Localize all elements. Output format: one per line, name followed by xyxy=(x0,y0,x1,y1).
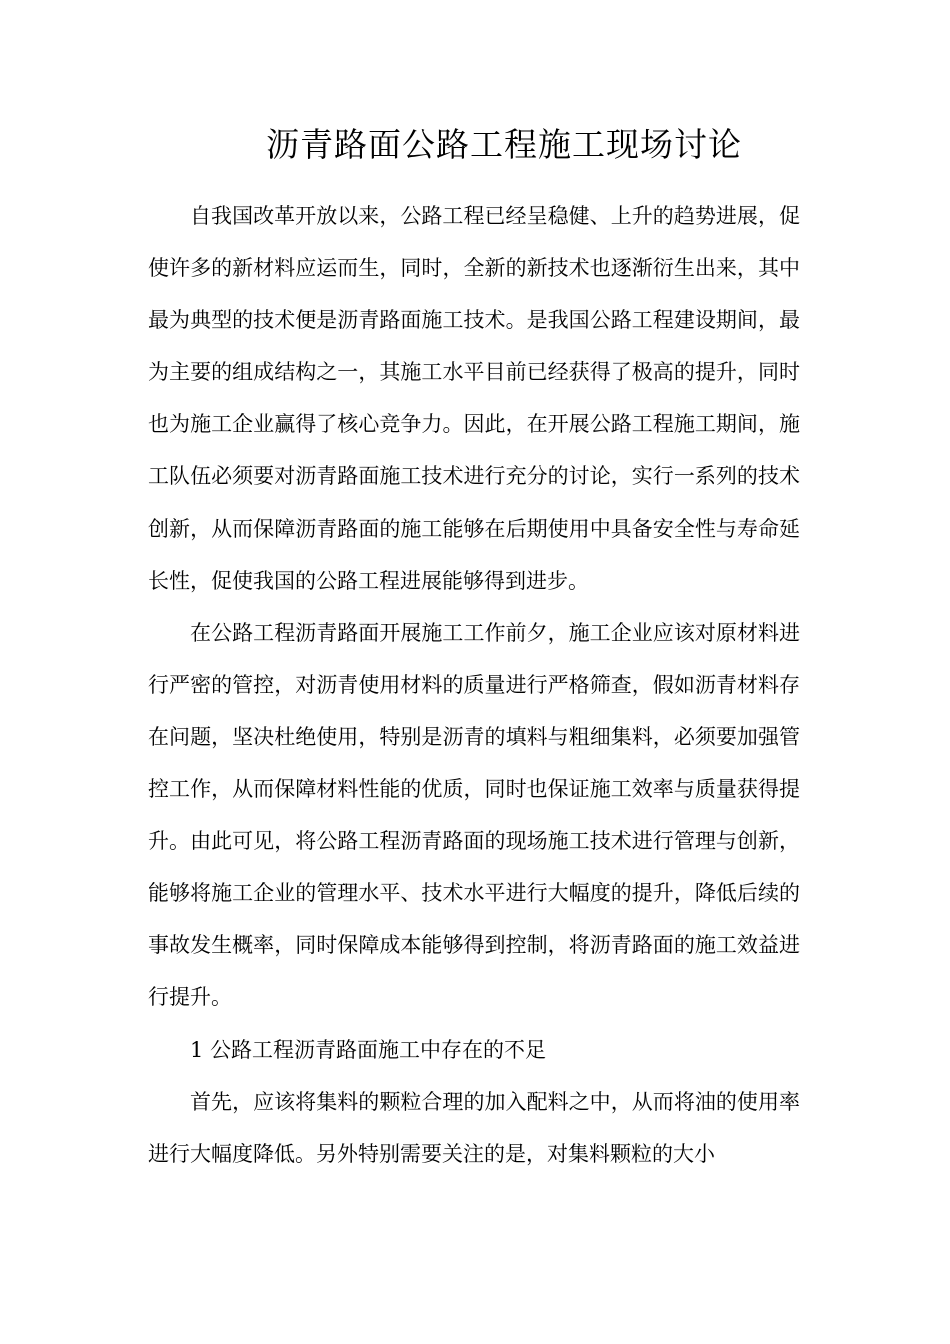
body-paragraph: 首先，应该将集料的颗粒合理的加入配料之中，从而将油的使用率进行大幅度降低。另外特别需要关注的是，对集料颗粒的大小 xyxy=(148,1089,800,1166)
document-body xyxy=(148,190,800,1180)
document-title: 沥青路面公路工程施工现场讨论 xyxy=(266,125,742,164)
body-paragraph: 自我国改革开放以来，公路工程已经呈稳健、上升的趋势进展，促使许多的新材料应运而生，同时，全新的新技术也逐渐衍生出来，其中最为典型的技术便是沥青路面施工技术。是我国公路工程建设期间，最为主要的组成结构之一，其施工水平目前已经获得了极高的提升，同时也为施工企业赢得了核心竞争力。因此，在开展公路工程施工期间，施工队伍必须要对沥青路面施工技术进行充分的讨论，实行一系列的技术创新，从而保障沥青路面的施工能够在后期使用中具备安全性与寿命延长性，促使我国的公路工程进展能够得到进步。 xyxy=(148,204,800,593)
body-paragraph: 在公路工程沥青路面开展施工工作前夕，施工企业应该对原材料进行严密的管控，对沥青使用材料的质量进行严格筛查，假如沥青材料存在问题，坚决杜绝使用，特别是沥青的填料与粗细集料，必须要加强管控工作，从而保障材料性能的优质，同时也保证施工效率与质量获得提升。由此可见，将公路工程沥青路面的现场施工技术进行管理与创新，能够将施工企业的管理水平、技术水平进行大幅度的提升，降低后续的事故发生概率，同时保障成本能够得到控制，将沥青路面的施工效益进行提升。 xyxy=(148,620,800,1010)
section-heading: 1 公路工程沥青路面施工中存在的不足 xyxy=(190,1037,547,1062)
